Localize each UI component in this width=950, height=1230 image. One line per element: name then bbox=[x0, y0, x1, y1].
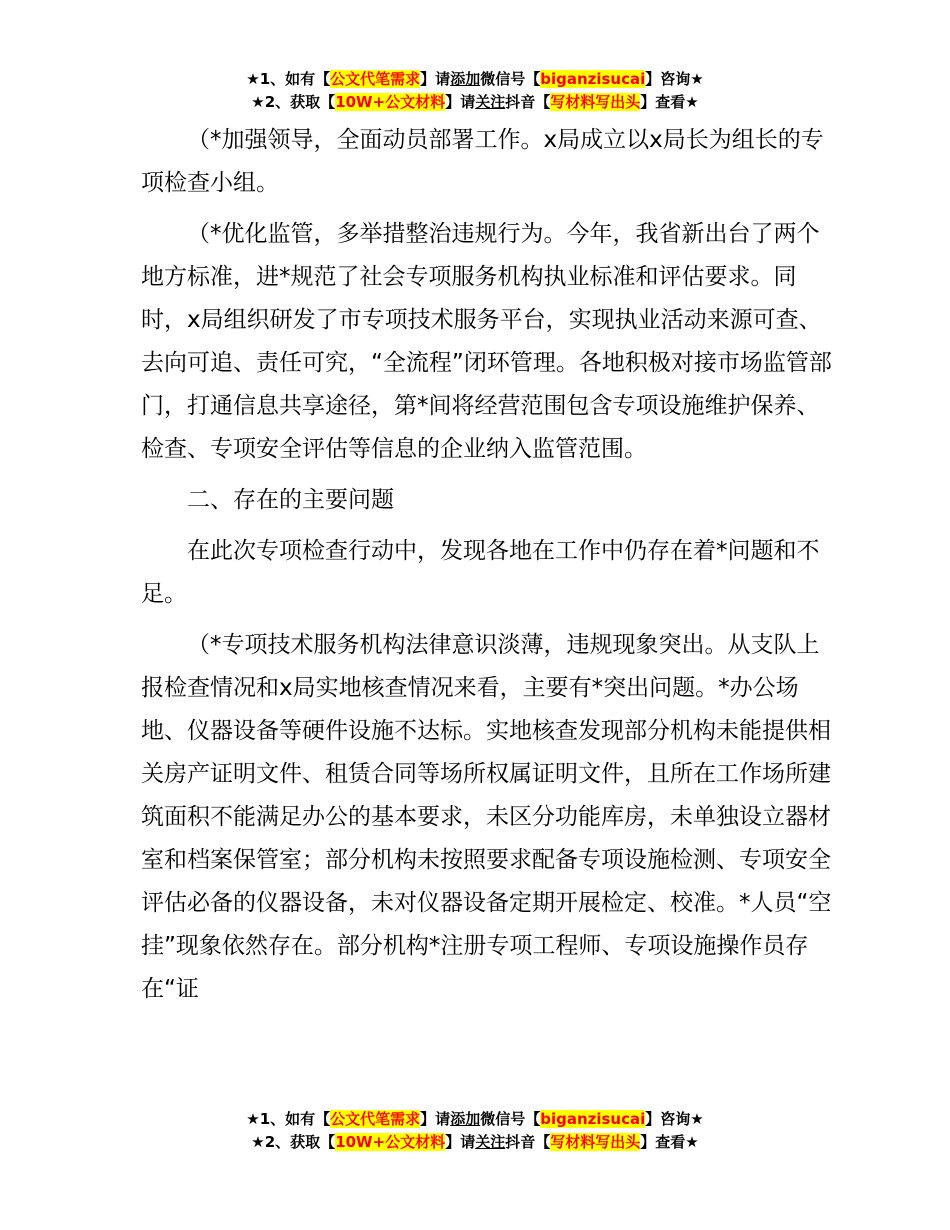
wechat-id: biganzisucai bbox=[540, 1110, 646, 1128]
promo-line-1: ★1、如有【公文代笔需求】请添加微信号【biganzisucai】咨询★ bbox=[246, 70, 704, 88]
promo-line-1: ★1、如有【公文代笔需求】请添加微信号【biganzisucai】咨询★ bbox=[246, 1110, 704, 1128]
paragraph: （*加强领导，全面动员部署工作。x局成立以x局长为组长的专项检查小组。 bbox=[141, 127, 824, 196]
paragraph: （*优化监管，多举措整治违规行为。今年，我省新出台了两个地方标准，进*规范了社会专项服务机构执业标准和评估要求。同时，x局组织研发了市专项技术服务平台，实现执业活动来源可查、去向可追、责任可究，“全流程”闭环管理。各地积极对接市场监管部门，打通信息共享途径，第*间将经营范围包含专项设施维护保养、检查、专项安全评估等信息的企业纳入监管范围。 bbox=[141, 221, 832, 462]
promo-highlight: 公文代笔需求 bbox=[330, 1110, 421, 1128]
promo-line-2: ★2、获取【10W+公文材料】请关注抖音【写材料写出头】查看★ bbox=[251, 93, 699, 111]
promo-line-2: ★2、获取【10W+公文材料】请关注抖音【写材料写出头】查看★ bbox=[251, 1133, 699, 1151]
douyin-account: 写材料写出头 bbox=[550, 1133, 641, 1151]
section-heading: 二、存在的主要问题 bbox=[187, 487, 394, 513]
paragraph: （*专项技术服务机构法律意识淡薄，违规现象突出。从支队上报检查情况和x局实地核查情况来看，主要有*突出问题。*办公场地、仪器设备等硬件设施不达标。实地核查发现部分机构未能提供相关房产证明文件、租赁合同等场所权属证明文件，且所在工作场所建筑面积不能满足办公的基本要求，未区分功能库房，未单独设立器材室和档案保管室；部分机构未按照要求配备专项设施检测、专项安全评估必备的仪器设备，未对仪器设备定期开展检定、校准。*人员“空挂”现象依然存在。部分机构*注册专项工程师、专项设施操作员存在“证 bbox=[141, 632, 832, 1002]
promo-highlight: 10W+公文材料 bbox=[335, 93, 446, 111]
promo-highlight: 公文代笔需求 bbox=[330, 70, 421, 88]
promo-header bbox=[0, 68, 950, 114]
douyin-account: 写材料写出头 bbox=[550, 93, 641, 111]
promo-highlight: 10W+公文材料 bbox=[335, 1133, 446, 1151]
wechat-id: biganzisucai bbox=[540, 70, 646, 88]
paragraph: 在此次专项检查行动中，发现各地在工作中仍存在着*问题和不足。 bbox=[141, 538, 820, 607]
document-body bbox=[141, 119, 841, 1019]
promo-footer bbox=[0, 1108, 950, 1154]
